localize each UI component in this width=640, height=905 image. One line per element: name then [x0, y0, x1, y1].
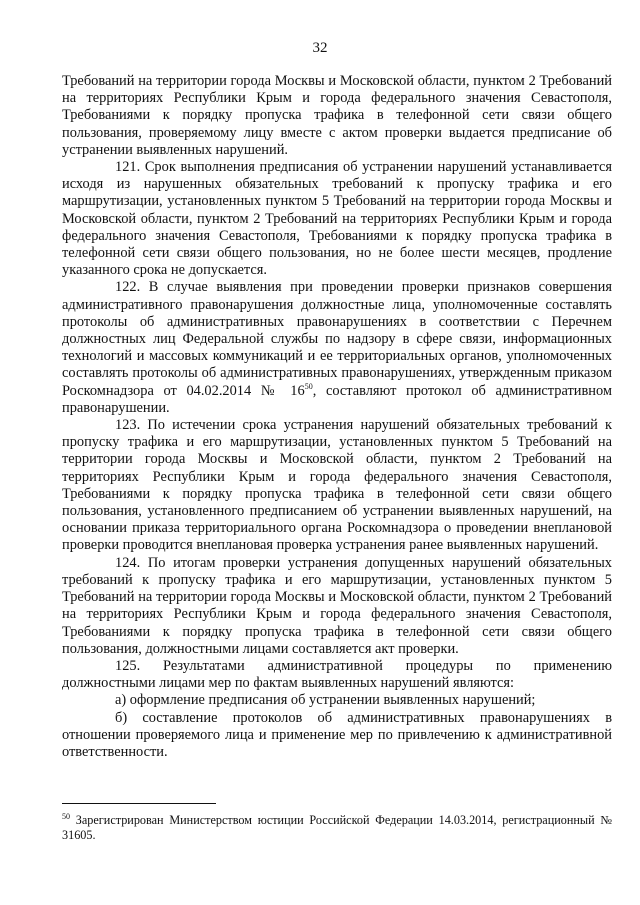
- page-number: 32: [312, 40, 328, 56]
- footnote-reference-50[interactable]: 50: [304, 381, 313, 391]
- paragraph-122-text: 122. В случае выявления при проведении проверки признаков совершения административного правонарушения должностные лица, уполномоченные составлять протоколы об административных правонарушениях в соответствии с Перечнем должностных лиц Федеральной службы по надзору в сфере связи, информационных технологий и массовых коммуникаций и ее территориальных органов, уполномоченных составлять протоколы об административных правонарушениях, утвержденным приказом Роскомнадзора от 04.02.2014 № 16: [62, 279, 612, 399]
- list-item-b: б) составление протоколов об административных правонарушениях в отношении проверяемого лица и применение мер по привлечению к административной ответственности.: [62, 709, 612, 760]
- paragraph-122: [62, 279, 612, 417]
- footnote-marker: 50: [62, 811, 70, 821]
- paragraph-123: 123. По истечении срока устранения нарушений обязательных требований к пропуску трафика и его маршрутизации, установленных пунктом 5 Требований на территории города Москвы и Московской области, пунктом 2 Требований на территориях Республики Крым и города федерального значения Севастополя, Требованиями к порядку пропуска трафика в телефонной сети связи общего пользования, установленного предписанием об устранении выявленных нарушений, на основании приказа территориального органа Роскомнадзора о проведении внеплановой проверки проводится внеплановая проверка устранения ранее выявленных нарушений.: [62, 417, 612, 554]
- paragraph-125: 125. Результатами административной процедуры по применению должностными лицами мер по фактам выявленных нарушений являются:: [62, 657, 612, 692]
- document-body: [62, 73, 612, 761]
- list-item-a: а) оформление предписания об устранении выявленных нарушений;: [115, 692, 536, 709]
- footnote-50: [62, 813, 612, 844]
- paragraph-121: 121. Срок выполнения предписания об устранении нарушений устанавливается исходя из нарушенных обязательных требований к пропуску трафика и его маршрутизации, установленных пунктом 5 Требований на территории города Москвы и Московской области, пунктом 2 Требований на территориях Республики Крым и города федерального значения Севастополя, Требованиями к порядку пропуска трафика в телефонной сети связи общего пользования, но не более шести месяцев, продление указанного срока не допускается.: [62, 159, 612, 279]
- paragraph-continuation: Требований на территории города Москвы и Московской области, пунктом 2 Требований на территориях Республики Крым и города федерального значения Севастополя, Требованиями к порядку пропуска трафика в телефонной сети связи общего пользования, проверяемому лицу вместе с актом проверки выдается предписание об устранении выявленных нарушений.: [62, 73, 612, 158]
- paragraph-122-ending: , составляют протокол об административном правонарушении.: [62, 382, 612, 416]
- paragraph-124: 124. По итогам проверки устранения допущенных нарушений обязательных требований к пропуску трафика и его маршрутизации, установленных пунктом 5 Требований на территории города Москвы и Московской области, пунктом 2 Требований на территориях Республики Крым и города федерального значения Севастополя, Требованиями к порядку пропуска трафика в телефонной сети связи общего пользования, должностными лицами составляется акт проверки.: [62, 554, 612, 657]
- footnote-text: Зарегистрирован Министерством юстиции Российской Федерации 14.03.2014, регистрационный № 31605.: [62, 813, 612, 843]
- footnote-separator: [62, 803, 216, 804]
